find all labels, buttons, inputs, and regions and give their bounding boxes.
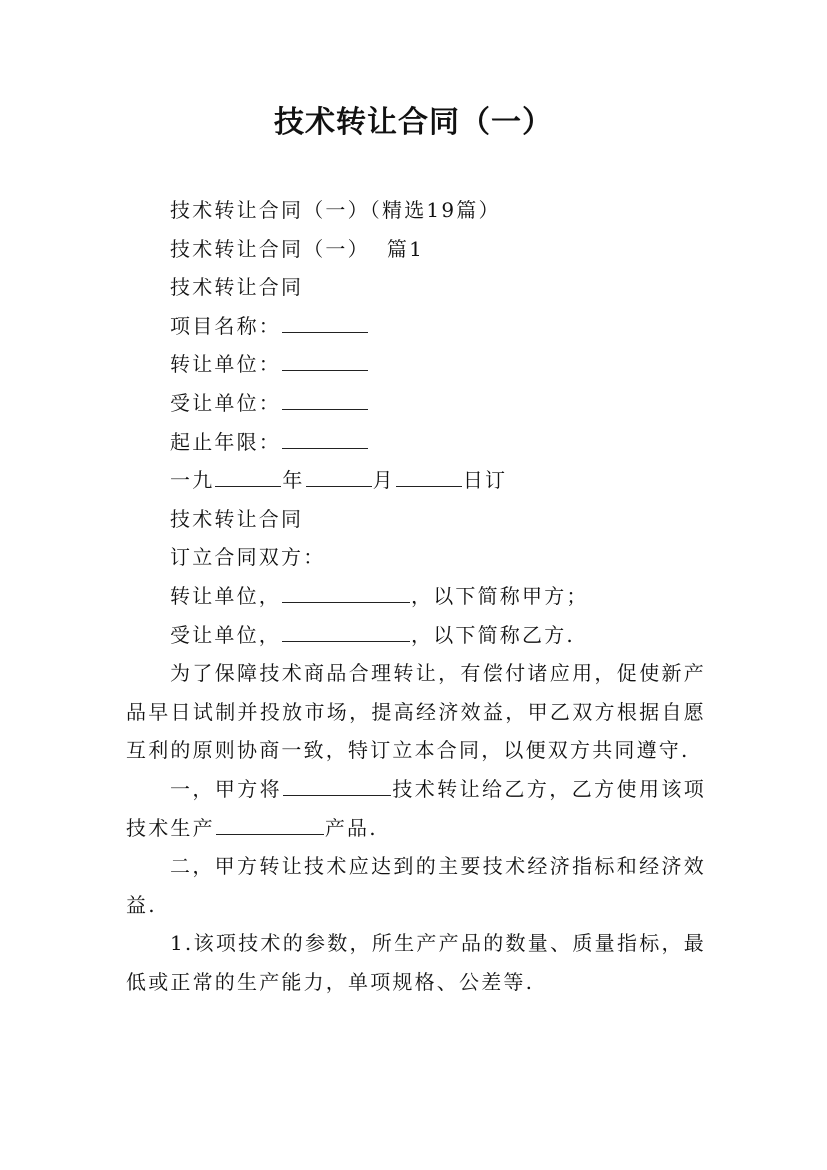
text-line: 技术转让合同 bbox=[170, 275, 304, 300]
paragraph-text: 技术转让给乙方，乙方使用该项技术生产 bbox=[126, 776, 706, 840]
field-label: 起止年限： bbox=[170, 429, 281, 454]
project-name-line bbox=[126, 307, 706, 346]
transferee-line bbox=[126, 384, 706, 423]
blank-field bbox=[215, 466, 281, 487]
party-text: 转让单位， bbox=[170, 583, 281, 608]
blank-field bbox=[283, 775, 391, 796]
text-line: 技术转让合同（一） 篇1 bbox=[170, 236, 425, 261]
date-text: 一九 bbox=[170, 468, 215, 493]
blank-field bbox=[282, 428, 368, 449]
party-text: 受让单位， bbox=[170, 622, 281, 647]
term-line bbox=[126, 423, 706, 462]
paragraph-article-1 bbox=[126, 770, 706, 847]
date-text: 日订 bbox=[462, 468, 508, 493]
paragraph-article-2: 二，甲方转让技术应达到的主要技术经济指标和经济效益. bbox=[126, 854, 706, 917]
party-a-line bbox=[126, 577, 706, 616]
blank-field bbox=[282, 350, 368, 371]
document-body bbox=[126, 191, 706, 1001]
blank-field bbox=[396, 466, 462, 487]
field-label: 受让单位： bbox=[170, 390, 281, 415]
blank-field bbox=[282, 582, 410, 603]
party-text: ，以下简称甲方； bbox=[411, 583, 589, 608]
transferor-line bbox=[126, 345, 706, 384]
paragraph-item-1: 1.该项技术的参数，所生产产品的数量、质量指标，最低或正常的生产能力，单项规格、公差等. bbox=[126, 931, 706, 994]
paragraph-text: 产品. bbox=[324, 815, 378, 840]
paragraph-text: 一，甲方将 bbox=[170, 776, 283, 801]
field-label: 转让单位： bbox=[170, 352, 281, 377]
paragraph: 为了保障技术商品合理转让，有偿付诸应用，促使新产品早日试制并投放市场，提高经济效益，甲乙双方根据自愿互利的原则协商一致，特订立本合同，以便双方共同遵守. bbox=[126, 661, 706, 763]
document-title: 技术转让合同（一） bbox=[274, 105, 553, 140]
text-line: 技术转让合同 bbox=[170, 506, 304, 531]
blank-field bbox=[282, 389, 368, 410]
blank-field bbox=[306, 466, 372, 487]
date-line bbox=[126, 461, 706, 500]
blank-field bbox=[216, 814, 324, 835]
field-label: 项目名称： bbox=[170, 313, 281, 338]
text-line: 技术转让合同（一）（精选19篇） bbox=[170, 198, 501, 222]
blank-field bbox=[282, 312, 368, 333]
blank-field bbox=[282, 621, 410, 642]
text-line: 订立合同双方： bbox=[170, 545, 326, 570]
date-text: 月 bbox=[372, 468, 395, 493]
date-text: 年 bbox=[282, 468, 305, 493]
party-text: ，以下简称乙方. bbox=[411, 622, 575, 647]
party-b-line bbox=[126, 616, 706, 655]
